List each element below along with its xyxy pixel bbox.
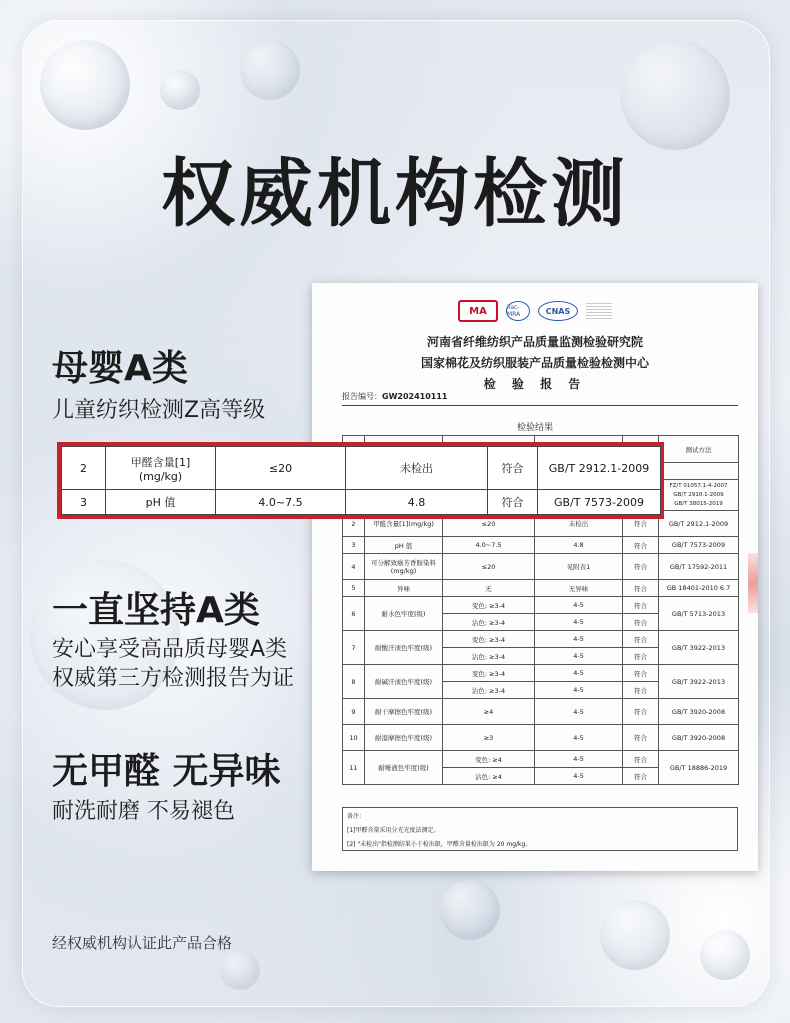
logo-caption-icon <box>586 303 612 319</box>
bubble-decoration <box>620 40 730 150</box>
method-header: 测试方法 <box>659 436 739 463</box>
table-row: 5 异味 无 无异味 符合 GB 18401-2010 6.7 <box>343 580 739 597</box>
highlight-row-ph: 3 pH 值 4.0~7.5 4.8 符合 GB/T 7573-2009 <box>62 490 661 515</box>
table-row: 沾色: ≥3-4 4-5 符合 <box>343 682 739 699</box>
footer-note: 经权威机构认证此产品合格 <box>52 934 233 952</box>
block-title-keep-a-class: 一直坚持A类 <box>52 590 260 631</box>
cnas-logo-icon: CNAS <box>538 301 578 321</box>
table-row: 6 耐水色牢度(级) 变色: ≥3-4 4-5 符合 GB/T 5713-2013 <box>343 597 739 614</box>
block-subtitle: 权威第三方检测报告为证 <box>52 666 295 691</box>
block-subtitle: 儿童纺织检测Z高等级 <box>52 398 266 423</box>
block-subtitle: 安心享受高品质母婴A类 <box>52 637 288 662</box>
table-row: 10 耐湿摩擦色牢度(级) ≥3 4-5 符合 GB/T 3920-2008 <box>343 725 739 751</box>
highlighted-result-rows <box>57 442 664 519</box>
table-row: 9 耐干摩擦色牢度(级) ≥4 4-5 符合 GB/T 3920-2008 <box>343 699 739 725</box>
seal-stamp-edge <box>748 553 758 613</box>
method-cell: FZ/T 01057.1-4-2007 GB/T 2910.1-2009 GB/T 38015-2019 <box>659 480 739 511</box>
certification-logos <box>312 300 758 322</box>
table-row: 7 耐酸汗渍色牢度(级) 变色: ≥3-4 4-5 符合 GB/T 3922-2013 <box>343 631 739 648</box>
test-report <box>312 283 758 871</box>
bubble-decoration <box>220 950 260 990</box>
bubble-decoration <box>160 70 200 110</box>
highlight-table <box>61 446 661 515</box>
results-label: 检验结果 <box>516 423 553 433</box>
divider <box>342 405 738 406</box>
page-headline: 权威机构检测 <box>161 151 629 237</box>
report-number-value: GW202410111 <box>382 392 448 401</box>
bubble-decoration <box>40 40 130 130</box>
table-row: 沾色: ≥3-4 4-5 符合 <box>343 648 739 665</box>
block-title-no-formaldehyde: 无甲醛 无异味 <box>52 751 281 792</box>
table-row: 沾色: ≥3-4 4-5 符合 <box>343 614 739 631</box>
block-subtitle: 耐洗耐磨 不易褪色 <box>52 799 235 824</box>
report-title: 检 验 报 告 <box>483 377 587 391</box>
ma-logo-icon: MA <box>458 300 498 322</box>
table-row: 2 甲醛含量[1](mg/kg) ≤20 未检出 符合 GB/T 2912.1-2009 <box>343 511 739 537</box>
ilac-logo-icon: ilac-MRA <box>506 301 530 321</box>
report-notes: 备注： [1]甲醛含量采用分光光度法测定。 [2] "未检出"指检测结果小于检出限，甲醛含量检出限为 20 mg/kg。 <box>342 807 738 851</box>
report-number-label: 报告编号： <box>342 392 382 401</box>
bubble-decoration <box>440 880 500 940</box>
table-row: 11 耐唾液色牢度(级) 变色: ≥4 4-5 符合 GB/T 18886-2019 <box>343 751 739 768</box>
institute-name: 河南省纤维纺织产品质量监测检验研究院 <box>426 335 643 349</box>
bubble-decoration <box>700 930 750 980</box>
block-title-mother-baby: 母婴A类 <box>52 348 188 389</box>
highlight-row-formaldehyde: 2 甲醛含量[1] (mg/kg) ≤20 未检出 符合 GB/T 2912.1-2009 <box>62 447 661 490</box>
bubble-decoration <box>600 900 670 970</box>
report-number <box>342 391 448 402</box>
table-row: 4 可分解致癌芳香胺染料(mg/kg) ≤20 见附表1 符合 GB/T 17592-2011 <box>343 554 739 580</box>
bubble-decoration <box>240 40 300 100</box>
institute-name-2: 国家棉花及纺织服装产品质量检验检测中心 <box>420 356 649 370</box>
table-row: 沾色: ≥4 4-5 符合 <box>343 768 739 785</box>
table-row: 3 pH 值 4.0~7.5 4.8 符合 GB/T 7573-2009 <box>343 537 739 554</box>
table-row: 8 耐碱汗渍色牢度(级) 变色: ≥3-4 4-5 符合 GB/T 3922-2013 <box>343 665 739 682</box>
